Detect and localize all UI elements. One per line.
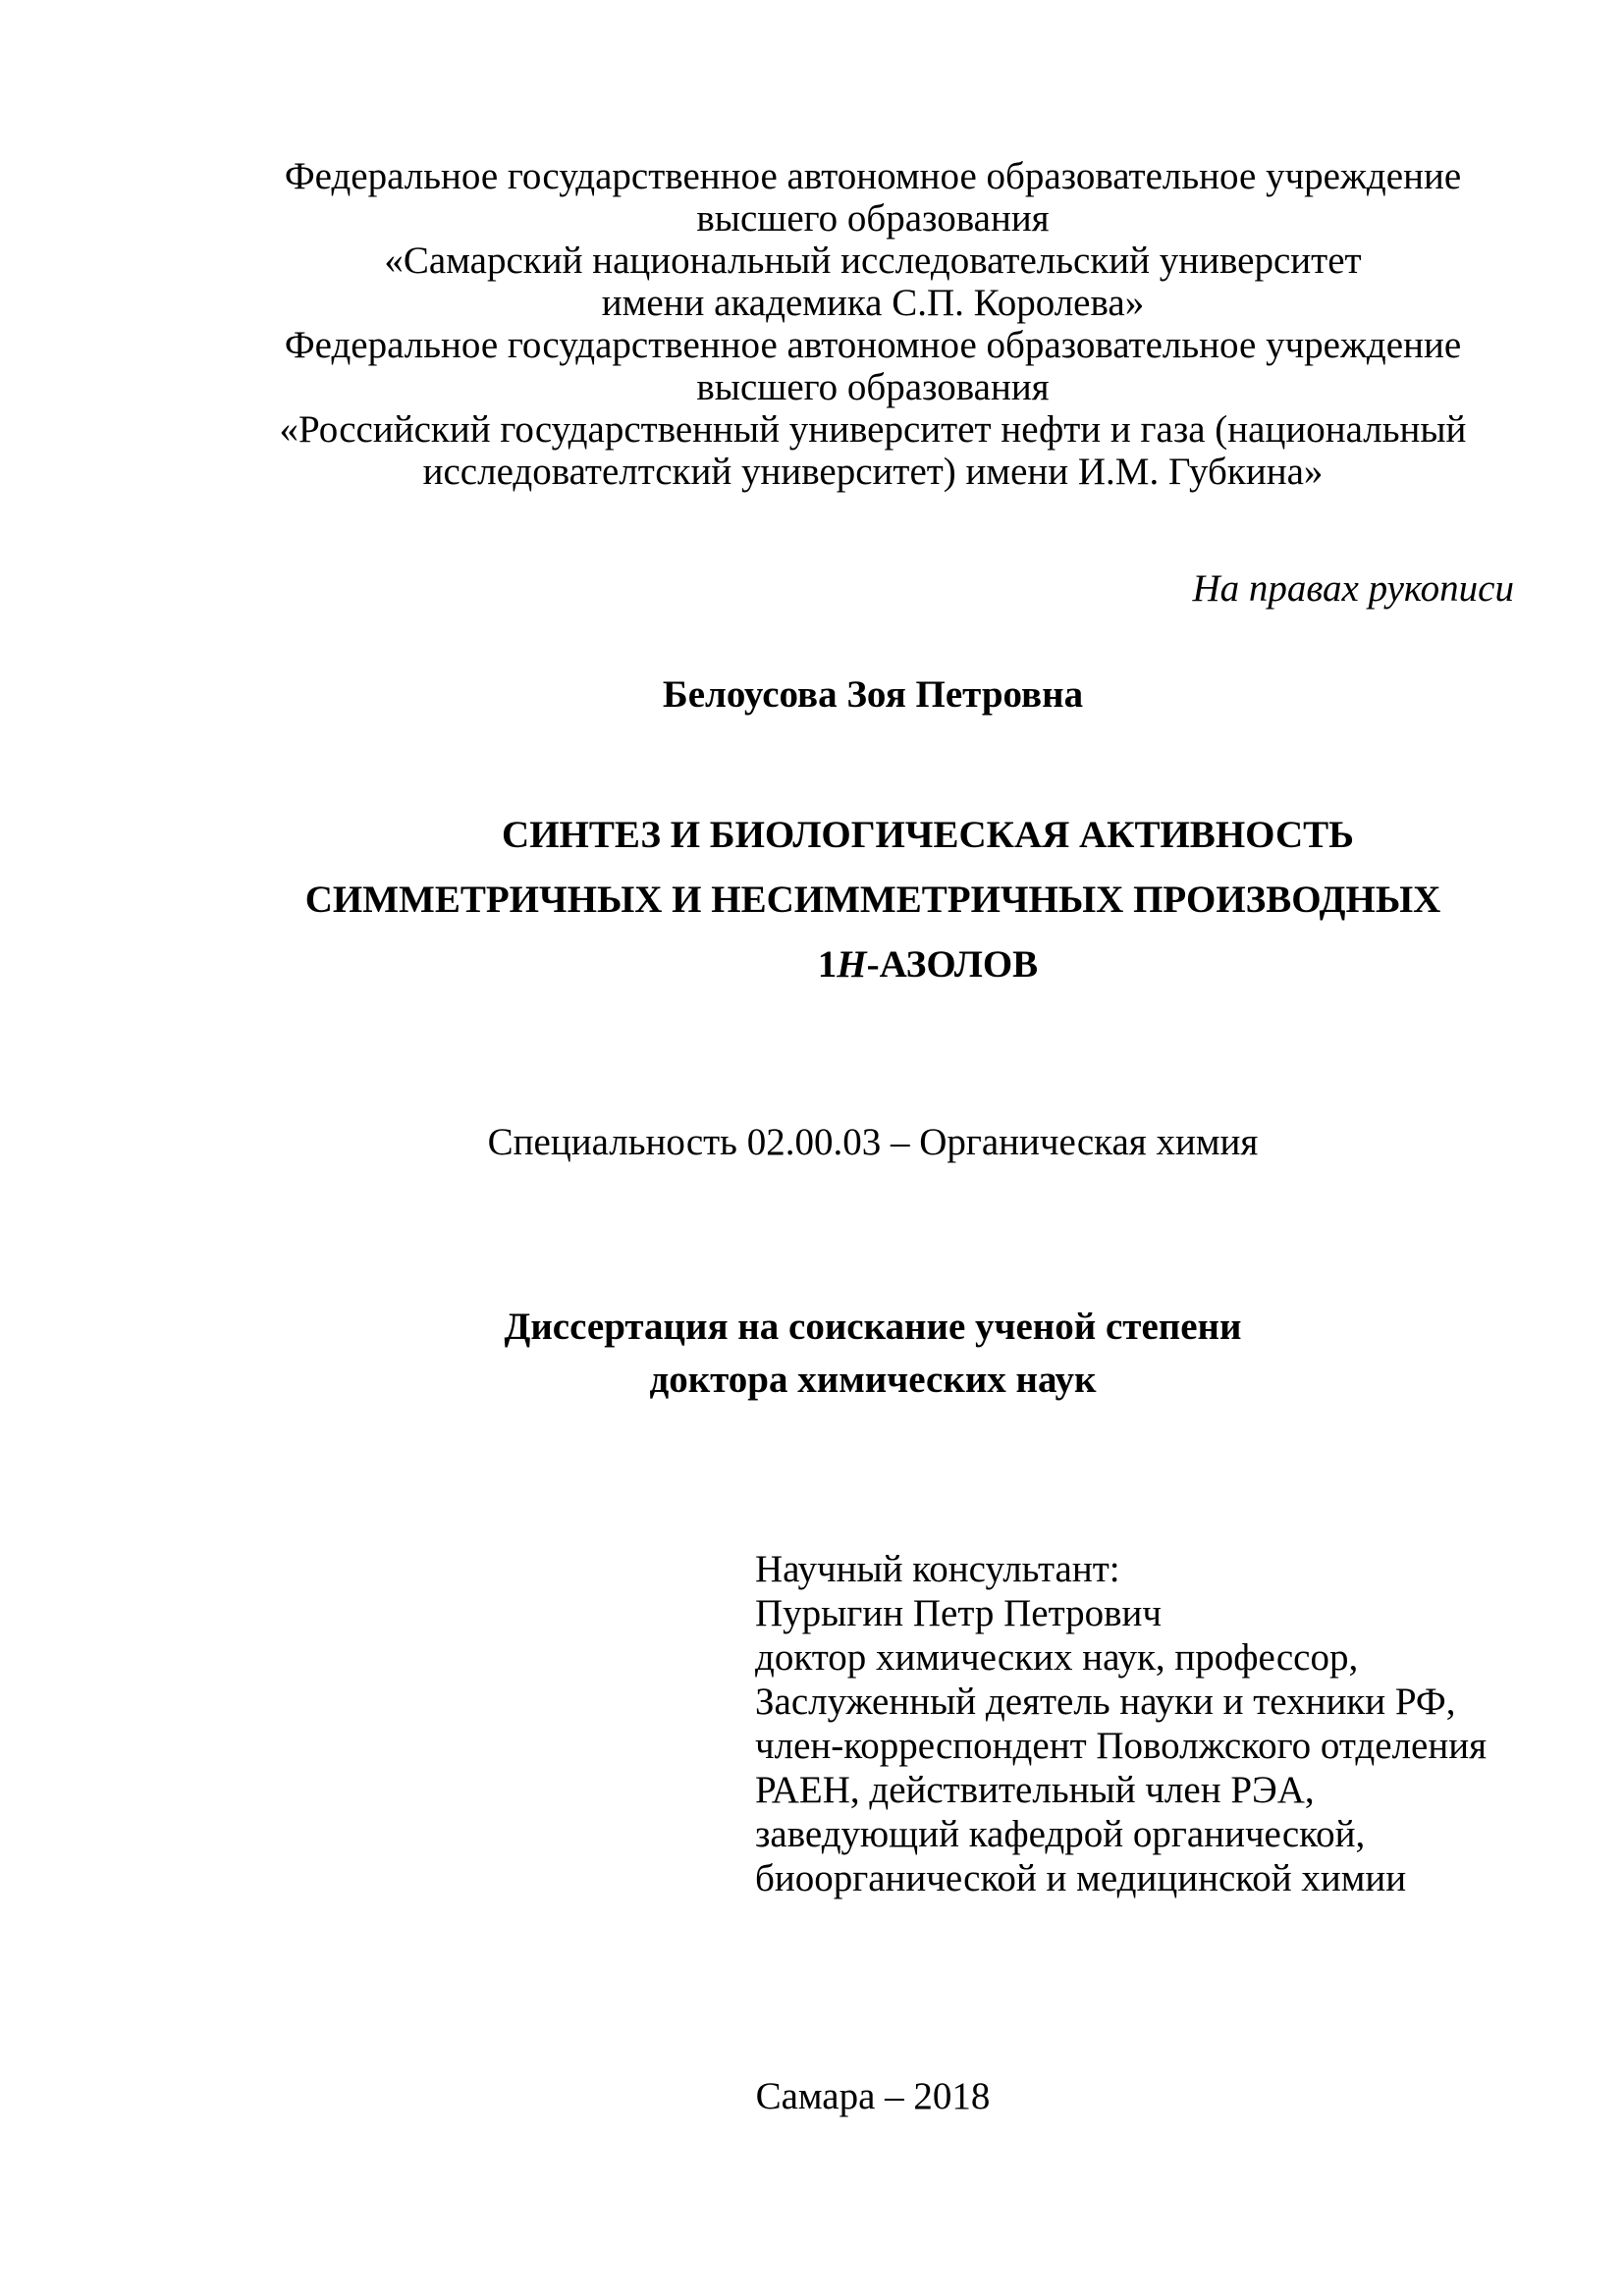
consultant-line: биоорганической и медицинской химии — [755, 1857, 1407, 1899]
institution-line: высшего образования — [696, 197, 1050, 240]
city-year-line: Самара – 2018 — [755, 2075, 991, 2117]
title-line-3-suffix: -АЗОЛОВ — [866, 943, 1039, 986]
author-name: Белоусова Зоя Петровна — [662, 673, 1084, 716]
institution-line: Федеральное государственное автономное образовательное учреждение — [284, 324, 1462, 366]
degree-line-2: доктора химических наук — [649, 1359, 1097, 1401]
consultant-line: Заслуженный деятель науки и техники РФ, — [755, 1681, 1456, 1723]
institution-line: высшего образования — [696, 366, 1050, 408]
consultant-block — [755, 1547, 1487, 1900]
manuscript-rights-note: На правах рукописи — [1192, 567, 1514, 610]
institution-line: Федеральное государственное автономное образовательное учреждение — [284, 155, 1462, 197]
consultant-heading: Научный консультант: — [755, 1548, 1120, 1590]
specialty-line: Специальность 02.00.03 – Органическая химия — [487, 1121, 1259, 1163]
consultant-name: Пурыгин Петр Петрович — [755, 1592, 1162, 1634]
consultant-line: член-корреспондент Поволжского отделения — [755, 1725, 1488, 1767]
consultant-line: РАЕН, действительный член РЭА, — [755, 1769, 1315, 1811]
title-line-2: СИММЕТРИЧНЫХ И НЕСИММЕТРИЧНЫХ ПРОИЗВОДНЫХ — [304, 879, 1441, 921]
title-line-3-h-symbol: H — [837, 943, 867, 986]
institutions-block — [122, 155, 1624, 493]
dissertation-title — [122, 803, 1624, 997]
consultant-line: доктор химических наук, профессор, — [755, 1636, 1359, 1679]
title-line-3-number: 1 — [817, 943, 838, 986]
institution-line: «Российский государственный университет нефти и газа (национальный — [279, 408, 1467, 451]
title-line-1: СИНТЕЗ И БИОЛОГИЧЕСКАЯ АКТИВНОСТЬ — [502, 814, 1354, 856]
institution-line: исследователтский университет) имени И.М. Губкина» — [422, 451, 1324, 493]
title-line-3 — [122, 933, 1624, 997]
institution-line: «Самарский национальный исследовательский университет — [384, 240, 1362, 282]
consultant-line: заведующий кафедрой органической, — [755, 1813, 1366, 1855]
institution-line: имени академика С.П. Королева» — [601, 282, 1145, 324]
degree-line-1: Диссертация на соискание ученой степени — [504, 1306, 1242, 1348]
degree-block — [122, 1301, 1624, 1407]
